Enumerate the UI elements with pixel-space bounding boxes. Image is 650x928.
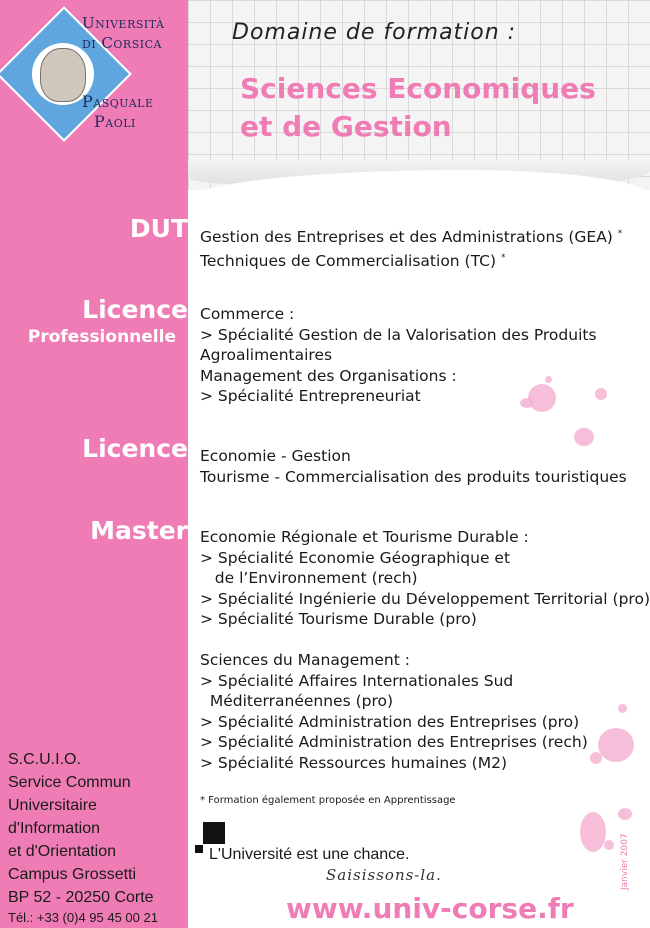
- publication-date: Janvier 2007: [620, 833, 630, 890]
- list-item: > Spécialité Tourisme Durable (pro): [200, 610, 477, 628]
- ink-splash: [595, 388, 607, 400]
- list-item: > Spécialité Ingénierie du Développement Territorial (pro): [200, 589, 650, 608]
- ink-splash: [580, 812, 606, 852]
- master-list: [200, 527, 650, 630]
- management-list: [200, 650, 588, 773]
- list-item: > Spécialité Gestion de la Valorisation des Produits: [200, 325, 597, 344]
- list-item: Méditerranéennes (pro): [200, 692, 394, 710]
- contact-phone: Tél.: +33 (0)4 95 45 00 21: [8, 910, 158, 925]
- domain-title-line1: Sciences Economiques: [240, 72, 596, 105]
- ink-splash: [598, 728, 634, 762]
- logo-text-line4: Paoli: [94, 112, 136, 131]
- ink-splash: [604, 840, 614, 850]
- contact-line: et d'Orientation: [8, 843, 117, 860]
- list-item: Tourisme - Commercialisation des produits touristiques: [200, 467, 627, 486]
- website-link[interactable]: www.univ-corse.fr: [286, 892, 574, 925]
- list-item: > Spécialité Affaires Internationales Sud: [200, 671, 514, 690]
- dut-list: [200, 224, 622, 271]
- logo-text-line2: di Corsica: [82, 34, 162, 52]
- list-item: Sciences du Management :: [200, 651, 410, 669]
- ink-splash: [590, 752, 602, 764]
- domaine-heading: Domaine de formation :: [232, 20, 517, 45]
- logo-portrait-icon: [40, 48, 86, 102]
- licence-list: [200, 446, 627, 487]
- slogan-small-square-icon: [195, 845, 203, 853]
- list-item: > Spécialité Economie Géographique et: [200, 548, 511, 567]
- category-licence-pro: Licence: [82, 295, 188, 324]
- ink-splash: [520, 398, 534, 408]
- category-master: Master: [90, 516, 188, 545]
- list-item: Agroalimentaires: [200, 346, 333, 364]
- list-item: Commerce :: [200, 305, 295, 323]
- signature-text: Saisissons-la.: [326, 866, 442, 884]
- ink-splash: [574, 428, 594, 446]
- contact-line: S.C.U.I.O.: [8, 751, 81, 768]
- contact-block: [8, 748, 186, 927]
- list-item: Techniques de Commercialisation (TC) *: [200, 251, 506, 270]
- category-licence: Licence: [82, 434, 188, 463]
- list-item: > Spécialité Ressources humaines (M2): [200, 753, 508, 772]
- logo-text-line3: Pasquale: [82, 92, 154, 111]
- university-logo: [12, 10, 182, 138]
- list-item: > Spécialité Administration des Entreprises (pro): [200, 712, 580, 731]
- list-item: de l’Environnement (rech): [200, 569, 418, 587]
- list-item: > Spécialité Administration des Entreprises (rech): [200, 733, 588, 751]
- ink-splash: [618, 704, 627, 713]
- slogan-square-icon: [203, 822, 225, 844]
- list-item: Economie Régionale et Tourisme Durable :: [200, 528, 529, 546]
- list-item: Economie - Gestion: [200, 447, 351, 465]
- contact-line: Universitaire: [8, 797, 97, 814]
- ink-splash: [528, 384, 556, 412]
- list-item: > Spécialité Entrepreneuriat: [200, 387, 421, 405]
- apprenticeship-note: * Formation également proposée en Apprentissage: [200, 795, 456, 806]
- contact-line: Service Commun: [8, 774, 131, 791]
- category-dut: DUT: [129, 214, 188, 243]
- category-licence-pro-subtitle: Professionnelle: [27, 327, 176, 347]
- list-item: Gestion des Entreprises et des Administrations (GEA) *: [200, 228, 623, 247]
- domain-title-line2: et de Gestion: [240, 110, 452, 143]
- ink-splash: [618, 808, 632, 820]
- logo-text-line1: Università: [82, 14, 165, 32]
- list-item: Management des Organisations :: [200, 366, 457, 385]
- slogan-text: L'Université est une chance.: [209, 846, 410, 863]
- contact-line: BP 52 - 20250 Corte: [8, 889, 154, 906]
- contact-line: d'Information: [8, 820, 100, 837]
- ink-splash: [545, 376, 552, 383]
- contact-line: Campus Grossetti: [8, 866, 137, 883]
